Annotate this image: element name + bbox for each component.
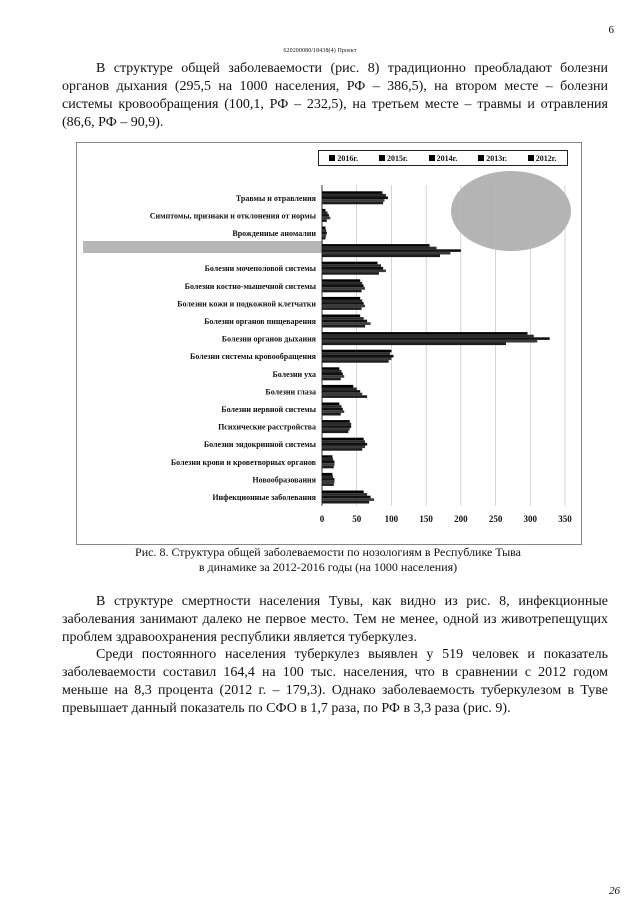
bar-2012г. [322,255,440,258]
bar-2014г. [322,478,334,481]
x-tick-label: 150 [419,513,433,524]
category-label: Болезни нервной системы [221,405,316,414]
bar-2014г. [322,355,394,358]
x-tick-label: 350 [558,513,572,524]
bar-2016г. [322,315,360,318]
paragraph-mortality: В структуре смертности населения Тувы, как видно из рис. 8, инфекционные заболевания занимают далеко не первое место. Тем не менее, одной из животрепещущих проблем здравоохранения республики является туберкулез. [62,594,608,645]
bar-2014г. [322,249,461,252]
bar-2015г. [322,493,367,496]
bar-2014г. [322,425,351,428]
bar-2013г. [322,322,371,325]
bar-2015г. [322,282,362,285]
bar-2016г. [322,297,360,300]
bar-2015г. [322,264,381,267]
category-label: Врожденные аномалии [232,229,316,238]
category-label: Симптомы, признаки и отклонения от нормы [149,211,316,221]
bar-2014г. [322,373,343,376]
legend-item [429,154,458,163]
bar-2014г. [322,320,367,323]
bar-2015г. [322,212,328,215]
category-label: Болезни кожи и подкожной клетчатки [177,299,316,309]
legend-label: 2015г. [387,153,408,163]
bar-2016г. [322,244,430,247]
bar-2016г. [322,438,364,441]
category-label: Травмы и отравления [235,193,316,203]
x-tick-label: 250 [488,513,503,524]
page-number: 6 [608,24,614,36]
bar-2012г. [322,448,362,451]
handwritten-page-mark: 26 [609,885,620,897]
paragraph-morbidity-structure: В структуре общей заболеваемости (рис. 8) традиционно преобладают болезни органов дыхания (295,5 на 1000 населения, РФ – 386,5), на втором месте – болезни системы кровообращения (100,1, РФ – 232,5), на третьем месте – травмы и отравления (86,6, РФ – 90,9). [62,61,608,130]
legend-label: 2016г. [337,153,359,163]
category-label: Болезни глаза [265,387,316,397]
x-tick-label: 100 [384,513,399,524]
bar-2012г. [322,307,362,310]
bar-2015г. [322,300,362,303]
bar-2014г. [322,232,327,235]
legend-swatch [379,155,385,161]
bar-2014г. [322,285,364,288]
bar-2012г. [322,395,367,398]
bar-2016г. [322,385,353,388]
caption-line-2: в динамике за 2012-2016 годы (на 1000 населения) [198,560,458,574]
bar-2015г. [322,458,333,461]
bar-2015г. [322,194,386,197]
bar-2013г. [322,375,344,378]
bar-2012г. [322,272,379,275]
category-label: Инфекционные заболевания [212,493,316,502]
bar-2013г. [322,446,365,449]
bar-2012г. [322,466,334,469]
x-tick-label: 0 [319,513,325,524]
bar-2013г. [322,305,365,308]
category-label: Болезни мочеполовой системы [204,264,316,274]
paragraph-tuberculosis: Среди постоянного населения туберкулез выявлен у 519 человек и показатель заболеваемости составил 164,4 на 100 тыс. населения, что в сравнении с 2012 годом меньше на 8,3 процента (2012 г. – 179,3). Однако заболеваемость туберкулезом в Туве превышает данный показатель по СФО в 1,7 раза, по РФ в 3,3 раза (рис. 9). [62,647,608,716]
category-label: Болезни уха [272,369,316,379]
bar-2013г. [322,498,374,501]
category-label: Болезни костно-мышечной системы [184,281,316,291]
legend-label: 2014г. [436,153,458,163]
bar-2013г. [322,410,344,413]
bar-2016г. [322,332,528,335]
bar-2015г. [322,370,341,373]
category-label: Болезни органов дыхания [221,334,316,344]
bar-2014г. [322,408,343,411]
bar-2014г. [322,302,364,305]
bar-2015г. [322,405,341,408]
legend-label: 2012г. [535,153,557,163]
bar-2015г. [322,423,351,426]
legend-swatch [528,155,534,161]
bar-2012г. [322,501,369,504]
bar-2012г. [322,378,341,381]
bar-2016г. [322,403,339,406]
legend-item [478,154,507,163]
bar-2013г. [322,287,365,290]
bar-2012г. [322,325,365,328]
x-tick-label: 50 [352,513,362,524]
category-label: Новообразования [252,475,316,485]
bar-2014г. [322,337,550,340]
bar-2014г. [322,267,383,270]
bar-2014г. [322,197,388,200]
morbidity-bar-chart [77,143,581,544]
legend-swatch [429,155,435,161]
legend-item [379,154,408,163]
bar-2016г. [322,455,332,458]
legend-item [329,154,358,163]
caption-line-1: Рис. 8. Структура общей заболеваемости по нозологиям в Республике Тыва [135,545,521,559]
bar-2014г. [322,443,367,446]
figure-8 [76,142,582,545]
bar-2016г. [322,491,364,494]
bar-2013г. [322,340,537,343]
bar-2014г. [322,496,371,499]
x-tick-label: 200 [454,513,468,524]
bar-2013г. [322,358,391,361]
legend-swatch [478,155,484,161]
bar-2013г. [322,393,362,396]
category-label: Болезни системы кровообращения [190,352,316,362]
bar-2016г. [322,191,382,194]
bar-2012г. [322,360,389,363]
bar-2013г. [322,199,384,202]
x-tick-label: 300 [523,513,538,524]
bar-2016г. [322,227,325,230]
bar-2016г. [322,420,350,423]
chart-legend-blob [451,171,571,251]
bar-2016г. [322,262,378,265]
category-label-obscured [83,241,323,253]
category-label: Психические расстройства [218,422,316,432]
bar-2013г. [322,463,334,466]
bar-2015г. [322,388,357,391]
document-id: 620200080/18438(4) Проект [283,48,357,54]
bar-2013г. [322,270,386,273]
legend-swatch [329,155,335,161]
bar-2015г. [322,335,534,338]
bar-2012г. [322,237,325,240]
legend-label: 2013г. [486,153,507,163]
bar-2013г. [322,481,334,484]
category-label: Болезни органов пищеварения [204,317,316,326]
bar-2012г. [322,343,506,346]
bar-2016г. [322,473,332,476]
bar-2013г. [322,252,450,255]
bar-2012г. [322,413,341,416]
figure-caption [76,545,580,575]
legend-item [528,154,557,163]
bar-2016г. [322,367,339,370]
bar-2015г. [322,440,365,443]
bar-2016г. [322,279,360,282]
bar-2014г. [322,390,360,393]
bar-2015г. [322,229,326,232]
bar-2012г. [322,431,348,434]
bar-2012г. [322,290,362,293]
chart-legend [318,150,568,166]
bar-2012г. [322,202,383,205]
bar-2016г. [322,350,391,353]
bar-2015г. [322,317,364,320]
bar-2015г. [322,247,437,250]
bar-2013г. [322,234,326,237]
bar-2015г. [322,476,333,479]
bar-2015г. [322,352,390,355]
bar-2016г. [322,209,325,212]
bar-2012г. [322,483,334,486]
bar-2014г. [322,461,334,464]
bar-2013г. [322,428,350,431]
category-label: Болезни крови и кроветворных органов [170,457,316,467]
bar-2012г. [322,219,327,222]
bar-2014г. [322,214,329,217]
bar-2013г. [322,217,330,220]
category-label: Болезни эндокринной системы [203,440,316,450]
